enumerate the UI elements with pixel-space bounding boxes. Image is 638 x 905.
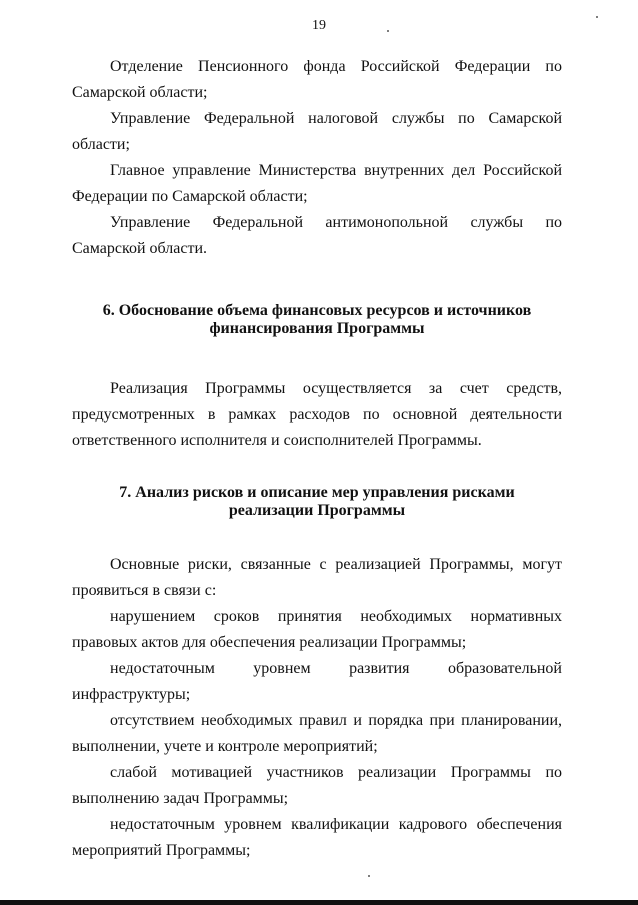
- list-item: нарушением сроков принятия необходимых нормативных правовых актов для обеспечения реализации Программы;: [72, 608, 562, 651]
- paragraph: Управление Федеральной налоговой службы по Самарской области;: [72, 110, 562, 153]
- scan-speck: [368, 875, 370, 877]
- page-bottom-edge: [0, 900, 638, 905]
- spacer: [72, 338, 562, 376]
- spacer: [72, 262, 562, 302]
- list-item: недостаточным уровнем квалификации кадрового обеспечения мероприятий Программы;: [72, 816, 562, 859]
- scan-speck: [596, 16, 598, 18]
- paragraph: Главное управление Министерства внутренних дел Российской Федерации по Самарской области;: [72, 162, 562, 205]
- page-number: 19: [312, 18, 326, 33]
- list-item: недостаточным уровнем развития образовательной инфраструктуры;: [72, 660, 562, 703]
- section-title: 7. Анализ рисков и описание мер управления рисками реализации Программы: [119, 484, 515, 519]
- paragraph: Реализация Программы осуществляется за счет средств, предусмотренных в рамках расходов по основной деятельности ответственного исполнителя и соисполнителей Программы.: [72, 380, 562, 449]
- paragraph: Управление Федеральной антимонопольной службы по Самарской области.: [72, 214, 562, 257]
- list-item: отсутствием необходимых правил и порядка при планировании, выполнении, учете и контроле мероприятий;: [72, 712, 562, 755]
- spacer: [72, 520, 562, 552]
- paragraph: Основные риски, связанные с реализацией Программы, могут проявиться в связи с:: [72, 556, 562, 599]
- document-content: [72, 54, 562, 864]
- list-item: слабой мотивацией участников реализации Программы по выполнению задач Программы;: [72, 764, 562, 807]
- paragraph: Отделение Пенсионного фонда Российской Федерации по Самарской области;: [72, 58, 562, 101]
- spacer: [72, 454, 562, 484]
- scan-speck: [387, 30, 389, 32]
- section-title: 6. Обоснование объема финансовых ресурсов и источников финансирования Программы: [102, 302, 532, 337]
